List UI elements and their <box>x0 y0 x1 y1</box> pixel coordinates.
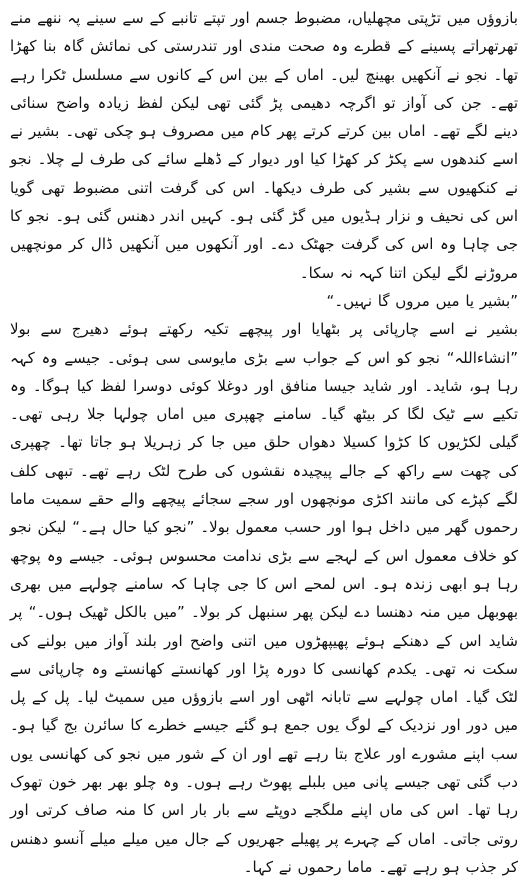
paragraph-1: بازوؤں میں تڑپتی مچھلیاں، مضبوط جسم اور تپتے تانبے کے سے سینے پہ ننھے منے تھرتھراتے پسینے کے قطرے وہ صحت مندی اور تندرستی کی نمائش گاہ بنا کھڑا تھا۔ نجو نے آنکھیں بھینچ لیں۔ اماں کے بین اس کے کانوں سے مسلسل ٹکرا رہے تھے۔ جن کی آواز تو اگرچہ دھیمی پڑ گئی تھی لیکن لفظ زیادہ واضح سنائی دینے لگے تھے۔ اماں بین کرتے کرتے پھر کام میں مصروف ہو چکی تھی۔ بشیر نے اسے کندھوں سے پکڑ کر کھڑا کیا اور دیوار کے ڈھلے سائے کی طرف لے چلا۔ نجو نے کنکھیوں سے بشیر کی طرف دیکھا۔ اس کی گرفت اتنی مضبوط تھی گویا اس کی نحیف و نزار ہڈیوں میں گڑ گئی ہو۔ کہیں اندر دھنس گئی ہو۔ نجو کا جی چاہا وہ اس کی گرفت جھٹک دے۔ اور آنکھوں میں آنکھیں ڈال کر مونچھیں مروڑنے لگے لیکن اتنا کہہ نہ سکا۔ <box>10 9 518 282</box>
paragraph-2-dialogue: ”بشیر یا میں مروں گا نہیں۔“ <box>326 291 518 310</box>
story-text <box>10 4 518 881</box>
paragraph-3: بشیر نے اسے چارپائی پر بٹھایا اور پیچھے تکیہ رکھتے ہوئے دھیرج سے بولا ”انشاءاللہ“ نجو کو اس کے جواب سے بڑی مایوسی سی ہوئی۔ جیسے وہ کہہ رہا ہو، شاید۔ اور شاید جیسا منافق اور دوغلا کوئی دوسرا لفظ کیا ہوگا۔ وہ تکیے سے ٹیک لگا کر بیٹھ گیا۔ سامنے چھپری میں اماں چولہا جلا رہی تھی۔ گیلی لکڑیوں کا کڑوا کسیلا دھواں حلق میں جا کر زہریلا ہو جاتا تھا۔ چھپری کی چھت سے راکھ کے جالے پیچیدہ نقشوں کی طرح لٹک رہے تھے۔ تبھی کلف لگے کپڑے کی مانند اکڑی مونچھوں اور سجے سجائے پیچھے والے حقے سمیت ماما رحموں گھر میں داخل ہوا اور حسب معمول بولا۔ ”نجو کیا حال ہے۔“ لیکن نجو کو خلاف معمول اس کے لہجے سے بڑی ندامت محسوس ہوئی۔ جیسے وہ پوچھ رہا ہو ابھی زندہ ہو۔ اس لمحے اس کا جی چاہا کہ سامنے چولہے میں بھری بھوبھل میں منہ دھنسا دے لیکن پھر سنبھل کر بولا۔ ”میں بالکل ٹھیک ہوں۔“ پر شاید اس کے دھنکے ہوئے پھیپھڑوں میں اتنی واضح اور بلند آواز میں بولنے کی سکت نہ تھی۔ یکدم کھانسی کا دورہ پڑا اور کھانستے کھانستے وہ چارپائی سے لٹک گیا۔ اماں چولہے سے تابانہ اٹھی اور اسے بازوؤں میں سمیٹ لیا۔ پل کے پل میں دور اور نزدیک کے لوگ یوں جمع ہو گئے جیسے خطرے کا سائرن بج گیا ہو۔ سب اپنے مشورے اور علاج بتا رہے تھے اور ان کے شور میں نجو کی کھانسی یوں دب گئی تھی جیسے پانی میں بلبلے پھوٹ رہے ہوں۔ وہ چلو بھر بھر خون تھوک رہا تھا۔ اس کی ماں اپنے ملگجے دوپٹے سے بار بار اس کا منہ صاف کرتی اور روتی جاتی۔ اماں کے چہرے پر پھیلے جھریوں کے جال میں میلے میلے آنسو دھنس کر جذب ہو رہے تھے۔ ماما رحموں نے کہا۔ <box>10 320 518 876</box>
